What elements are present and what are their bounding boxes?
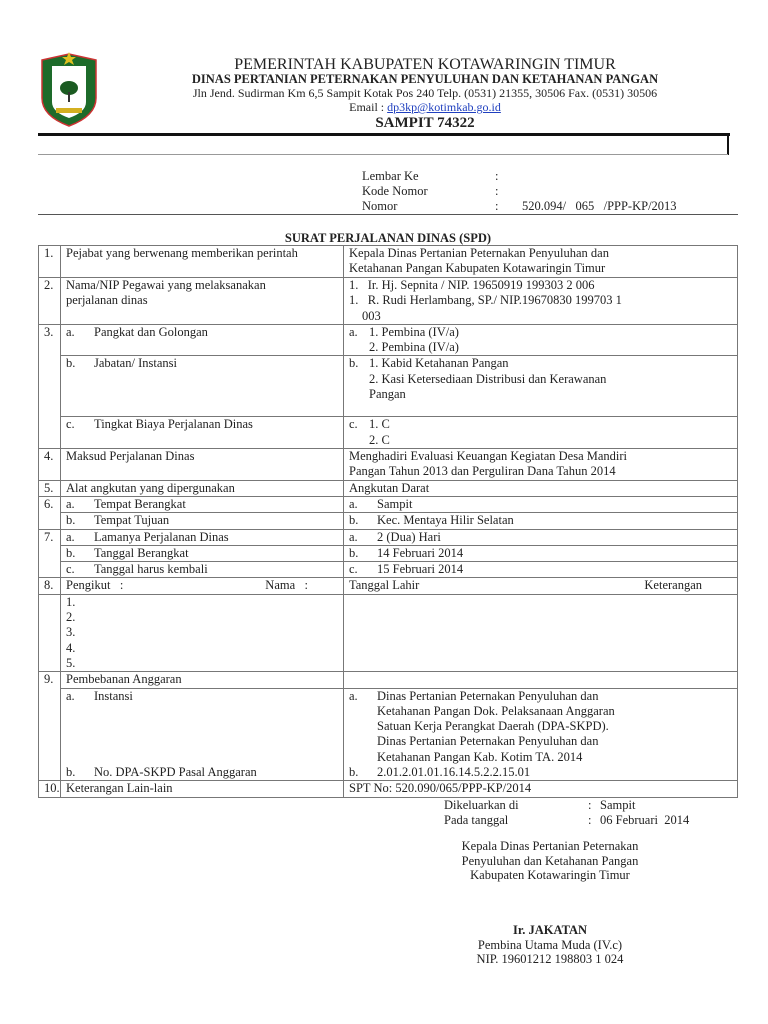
table-row (39, 562, 738, 578)
header-government-name: PEMERINTAH KABUPATEN KOTAWARINGIN TIMUR (234, 56, 616, 73)
label-text: No. DPA-SKPD Pasal Anggaran (94, 765, 257, 780)
value-line: 2. Pembina (IV/a) (369, 340, 459, 355)
date-label: Pada tanggal (444, 813, 509, 827)
sub-letter: c. (349, 562, 358, 577)
row-label (61, 529, 344, 545)
value-line: Dinas Pertanian Peternakan Penyuluhan dan (377, 734, 599, 749)
value-line: 2. C (369, 432, 390, 447)
pengikut-label: Pengikut : (66, 578, 124, 593)
sub-letter: b. (349, 765, 359, 780)
value-line: 003 (362, 308, 381, 323)
colon: : (588, 813, 592, 827)
value-line: Satuan Kerja Perangkat Daerah (DPA-SKPD). (377, 719, 609, 734)
row-number: 4. (39, 449, 61, 481)
sub-letter: a. (349, 688, 358, 703)
row-value (344, 449, 738, 481)
nomor-label: Nomor (362, 199, 398, 213)
regency-emblem-logo (38, 50, 100, 128)
value-line: Pangan Tahun 2013 dan Perguliran Dana Tahun 2014 (349, 464, 616, 479)
companion-list (61, 594, 344, 671)
signer-nip: NIP. 19601212 198803 1 024 (476, 952, 624, 966)
document-number-block (362, 169, 742, 214)
row-value (344, 529, 738, 545)
row-value (344, 672, 738, 688)
sub-letter: b. (66, 765, 76, 780)
label-text: Tingkat Biaya Perjalanan Dinas (94, 417, 253, 432)
row-number: 7. (39, 529, 61, 578)
row-number: 6. (39, 496, 61, 529)
row-label: Keterangan Lain-lain (61, 781, 344, 798)
row-label (61, 496, 344, 512)
value-line: 2. Kasi Ketersediaan Distribusi dan Kerawanan (369, 371, 607, 386)
row-number: 1. (39, 246, 61, 278)
sub-letter: a. (349, 324, 358, 339)
row-label (61, 324, 344, 356)
issued-at-value: Sampit (600, 798, 636, 812)
kode-label: Kode Nomor (362, 184, 428, 198)
table-row (39, 578, 738, 594)
row-value (344, 417, 738, 449)
row-value: SPT No: 520.090/065/PPP-KP/2014 (344, 781, 738, 798)
issued-at-label: Dikeluarkan di (444, 798, 519, 812)
sub-letter: b. (66, 513, 76, 528)
header-city: SAMPIT 74322 (375, 115, 475, 131)
list-item: 2. (66, 610, 76, 625)
value-line: 1. Pembina (IV/a) (369, 324, 459, 339)
label-text: Tempat Berangkat (94, 496, 186, 511)
label-text: Tempat Tujuan (94, 513, 170, 528)
colon: : (495, 199, 499, 213)
row-value (344, 513, 738, 529)
row-value (344, 278, 738, 325)
sub-letter: b. (349, 513, 359, 528)
signer-office-line: Kabupaten Kotawaringin Timur (470, 868, 630, 882)
value-text: Sampit (377, 496, 413, 511)
label-text: Instansi (94, 688, 133, 703)
value-text: 14 Februari 2014 (377, 545, 464, 560)
header-divider-thin (38, 154, 728, 155)
birthdate-header: Tanggal Lahir (349, 578, 420, 593)
value-line: Dinas Pertanian Peternakan Penyuluhan dan (377, 688, 599, 703)
sub-letter: a. (66, 324, 75, 339)
table-row (39, 246, 738, 278)
row-label: Maksud Perjalanan Dinas (61, 449, 344, 481)
row-value: Angkutan Darat (344, 480, 738, 496)
row-number: 8. (39, 578, 61, 594)
table-row (39, 496, 738, 512)
label-line: Nama/NIP Pegawai yang melaksanakan (66, 278, 266, 292)
row-number (39, 594, 61, 671)
signer-rank: Pembina Utama Muda (IV.c) (477, 938, 623, 952)
label-text: Lamanya Perjalanan Dinas (94, 529, 229, 544)
row-label: Alat angkutan yang dipergunakan (61, 480, 344, 496)
row-label (61, 578, 344, 594)
row-label: Pejabat yang berwenang memberikan perintah (61, 246, 344, 278)
sub-letter: c. (66, 417, 75, 432)
label-text: Pangkat dan Golongan (94, 324, 208, 339)
table-row (39, 594, 738, 671)
email-link[interactable]: dp3kp@kotimkab.go.id (387, 100, 501, 114)
header-department-name: DINAS PERTANIAN PETERNAKAN PENYULUHAN DAN KETAHANAN PANGAN (191, 72, 659, 86)
spd-table (38, 245, 738, 798)
sub-letter: a. (349, 529, 358, 544)
table-row (39, 480, 738, 496)
row-label (61, 513, 344, 529)
sub-letter: b. (349, 356, 359, 371)
table-row (39, 278, 738, 325)
label-text: Jabatan/ Instansi (94, 356, 177, 371)
value-line: 1. Kabid Ketahanan Pangan (369, 356, 509, 371)
colon: : (495, 169, 499, 183)
row-number: 9. (39, 672, 61, 781)
row-label (61, 417, 344, 449)
row-label (61, 356, 344, 417)
header-address: Jln Jend. Sudirman Km 6,5 Sampit Kotak Pos 240 Telp. (0531) 21355, 30506 Fax. (0531) 30506 (192, 86, 658, 100)
value-text: 2 (Dua) Hari (377, 529, 441, 544)
row-value (344, 578, 738, 594)
date-value: 06 Februari 2014 (600, 813, 690, 827)
label-text: Tanggal Berangkat (94, 545, 189, 560)
notes-header: Keterangan (644, 578, 702, 593)
row-value (344, 324, 738, 356)
sub-letter: c. (349, 417, 358, 432)
colon: : (588, 798, 592, 812)
signer-office-line: Kepala Dinas Pertanian Peternakan (461, 839, 639, 853)
table-row (39, 688, 738, 781)
number-divider (38, 214, 738, 215)
value-line: Pangan (369, 387, 406, 402)
label-line: perjalanan dinas (66, 293, 148, 308)
sub-letter: b. (349, 545, 359, 560)
document-title: SURAT PERJALANAN DINAS (SPD) (284, 231, 492, 245)
colon: : (495, 184, 499, 198)
row-value (344, 545, 738, 561)
header-email-line (110, 100, 740, 115)
sub-letter: b. (66, 356, 76, 371)
value-text: 15 Februari 2014 (377, 562, 464, 577)
table-row (39, 529, 738, 545)
header-divider-edge (727, 136, 729, 155)
table-row (39, 449, 738, 481)
row-number: 5. (39, 480, 61, 496)
signer-name: Ir. JAKATAN (512, 923, 588, 937)
table-row (39, 672, 738, 688)
sub-letter: c. (66, 562, 75, 577)
sub-letter: b. (66, 545, 76, 560)
list-item: 4. (66, 640, 76, 655)
row-label (61, 278, 344, 325)
header-divider (38, 133, 730, 136)
row-value (344, 562, 738, 578)
sub-letter: a. (66, 688, 75, 703)
nomor-value: 520.094/ 065 /PPP-KP/2013 (522, 199, 677, 213)
list-item: 5. (66, 655, 76, 670)
row-number: 10. (39, 781, 61, 798)
nama-label: Nama : (265, 578, 308, 593)
value-line: Ketahanan Pangan Kab. Kotim TA. 2014 (377, 749, 583, 764)
row-label (61, 562, 344, 578)
lembar-label: Lembar Ke (362, 169, 419, 183)
row-number: 3. (39, 324, 61, 448)
row-value (344, 246, 738, 278)
email-label: Email : (349, 100, 388, 114)
list-item: 1. (66, 594, 76, 609)
sub-letter: a. (66, 529, 75, 544)
row-value (344, 356, 738, 417)
value-line: Menghadiri Evaluasi Keuangan Kegiatan Desa Mandiri (349, 449, 628, 464)
row-label (61, 545, 344, 561)
sub-letter: a. (66, 496, 75, 511)
table-row (39, 356, 738, 417)
value-text: Kec. Mentaya Hilir Selatan (377, 513, 514, 528)
row-value (344, 594, 738, 671)
list-item: 3. (66, 625, 76, 640)
value-line: Ketahanan Pangan Dok. Pelaksanaan Anggaran (377, 703, 615, 718)
row-label (61, 688, 344, 781)
table-row (39, 781, 738, 798)
value-line: 1. R. Rudi Herlambang, SP./ NIP.19670830 199703 1 (349, 293, 622, 308)
label-text: Tanggal harus kembali (94, 562, 208, 577)
value-line: Ketahanan Pangan Kabupaten Kotawaringin Timur (349, 261, 606, 276)
value-line: Kepala Dinas Pertanian Peternakan Penyuluhan dan (349, 246, 609, 260)
row-label: Pembebanan Anggaran (61, 672, 344, 688)
row-number: 2. (39, 278, 61, 325)
sub-letter: a. (349, 496, 358, 511)
table-row (39, 417, 738, 449)
table-row (39, 545, 738, 561)
signer-office-line: Penyuluhan dan Ketahanan Pangan (461, 854, 639, 868)
table-row (39, 324, 738, 356)
row-value (344, 688, 738, 781)
value-line: 1. Ir. Hj. Sepnita / NIP. 19650919 199303 2 006 (349, 278, 595, 292)
value-text: 2.01.2.01.01.16.14.5.2.2.15.01 (377, 765, 531, 780)
table-row (39, 513, 738, 529)
row-value (344, 496, 738, 512)
value-line: 1. C (369, 417, 390, 432)
